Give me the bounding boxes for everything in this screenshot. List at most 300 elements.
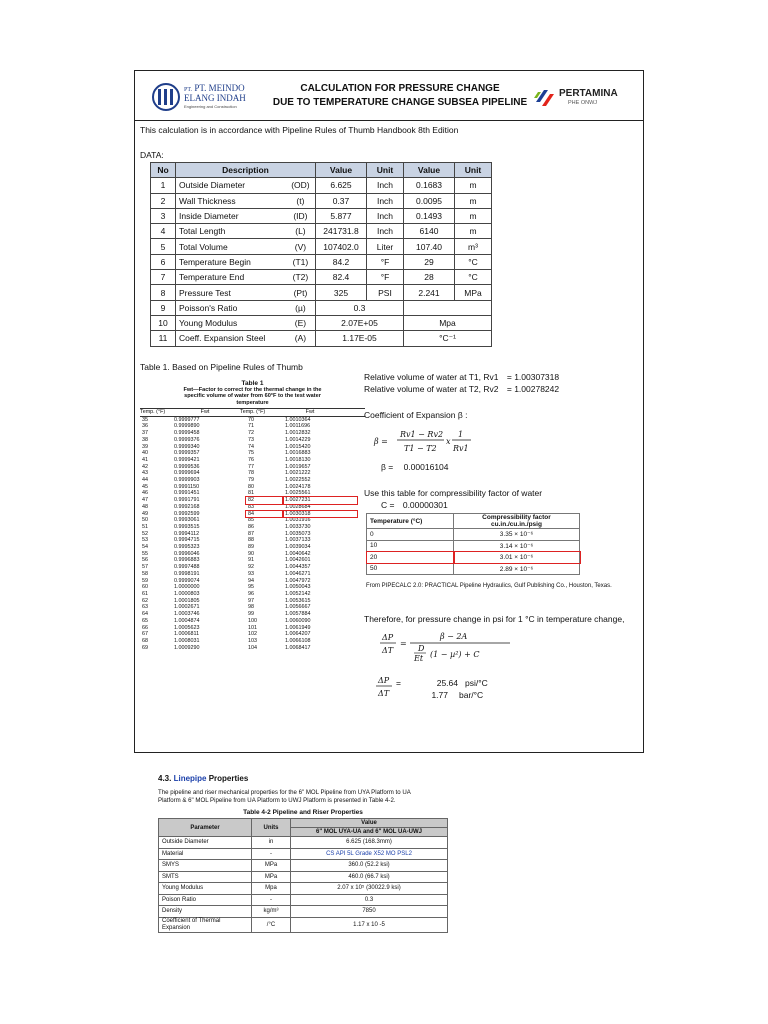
factor-row <box>140 598 357 605</box>
data-row <box>151 239 492 254</box>
data-no: 11 <box>151 331 176 346</box>
factor-temp-right: 81 <box>248 490 254 497</box>
factor-value-right: 1.0015420 <box>285 443 311 450</box>
factor-value-right: 1.0010364 <box>285 416 311 423</box>
factor-table-subtitle-3: temperature <box>236 399 269 406</box>
factor-temp-left: 41 <box>142 456 148 463</box>
svg-text:ΔT: ΔT <box>382 646 394 655</box>
client-subtitle: PHE ONWJ <box>568 100 598 106</box>
beta-result-label: β = <box>381 462 394 472</box>
factor-value-right: 1.0033730 <box>285 523 311 530</box>
factor-table-subtitle-2: specific volume of water from 60°F to the test water <box>184 393 321 400</box>
factor-row <box>140 625 357 632</box>
company-logo-icon <box>152 82 182 112</box>
factor-value-right: 1.0056667 <box>285 604 311 611</box>
prop-parameter: SMTS <box>159 871 252 883</box>
client-logo <box>534 84 634 112</box>
svg-text:Et: Et <box>414 654 424 663</box>
data-unit-1: Inch <box>367 178 404 193</box>
factor-table-title: Table 1 <box>241 380 264 387</box>
data-unit-1: PSI <box>367 285 404 300</box>
data-symbol: (t) <box>286 193 316 208</box>
compress-row <box>367 529 580 541</box>
data-unit-2: m³ <box>455 239 492 254</box>
svg-text:ΔP: ΔP <box>378 676 390 685</box>
factor-value-left: 0.9999458 <box>174 430 200 437</box>
properties-row <box>159 871 448 883</box>
c-value: 0.00000301 <box>402 500 448 510</box>
data-unit-2: MPa <box>455 285 492 300</box>
factor-value-left: 0.9991451 <box>174 490 200 497</box>
data-table-header <box>151 163 492 178</box>
data-unit-1: °F <box>367 254 404 269</box>
factor-temp-left: 68 <box>142 637 148 644</box>
factor-row <box>140 578 357 585</box>
factor-temp-left: 53 <box>142 537 148 544</box>
intro-text: This calculation is in accordance with Pipeline Rules of Thumb Handbook 8th Edition <box>140 125 459 135</box>
factor-value-right: 1.0028684 <box>285 503 311 510</box>
prop-value: 6.625 (168.3mm) <box>291 837 448 849</box>
factor-value-left: 0.9999536 <box>174 463 200 470</box>
factor-row <box>140 437 357 444</box>
col-unit-2: Unit <box>455 163 492 178</box>
svg-text:β =: β = <box>374 437 388 446</box>
factor-value-left: 0.9997488 <box>174 564 200 571</box>
data-row <box>151 315 492 330</box>
factor-value-right: 1.0021222 <box>285 470 311 477</box>
prop-parameter: Coefficient of Thermal Expansion <box>159 917 252 932</box>
factor-row <box>140 450 357 457</box>
factor-value-right: 1.0025561 <box>285 490 311 497</box>
factor-value-right: 1.0031916 <box>285 517 311 524</box>
factor-temp-left: 36 <box>142 423 148 430</box>
factor-value-right: 1.0068417 <box>285 644 311 651</box>
data-description: Outside Diameter <box>176 178 286 193</box>
data-symbol: (ID) <box>286 208 316 223</box>
factor-value-right: 1.0011696 <box>285 423 311 430</box>
factor-value-left: 0.9999340 <box>174 443 200 450</box>
prop-parameter: SMYS <box>159 860 252 872</box>
factor-value-right: 1.0018130 <box>285 456 311 463</box>
factor-value-right: 1.0016883 <box>285 450 311 457</box>
factor-row <box>140 531 357 538</box>
properties-header-row <box>159 819 448 828</box>
factor-temp-right: 79 <box>248 477 254 484</box>
factor-temp-right: 84 <box>246 511 283 518</box>
prop-units: /°C <box>252 917 291 932</box>
data-symbol: (E) <box>286 315 316 330</box>
factor-temp-right: 78 <box>248 470 254 477</box>
compressibility-table <box>366 513 580 575</box>
prop-value: 1.17 x 10 -5 <box>291 917 448 932</box>
properties-table <box>158 818 448 933</box>
data-label: DATA: <box>140 150 164 160</box>
factor-temp-right: 101 <box>248 624 257 631</box>
factor-temp-left: 65 <box>142 617 148 624</box>
rv1-value: = 1.00307318 <box>506 372 560 382</box>
factor-value-left: 1.0002671 <box>174 604 200 611</box>
compress-temp: 20 <box>367 552 454 564</box>
compress-row <box>367 552 580 564</box>
result-unit-bar: bar/°C <box>459 690 484 700</box>
factor-value-right: 1.0060090 <box>285 617 311 624</box>
factor-temp-left: 48 <box>142 503 148 510</box>
factor-value-right: 1.0035073 <box>285 530 311 537</box>
col-value-1: Value <box>316 163 367 178</box>
factor-temp-left: 51 <box>142 523 148 530</box>
data-value-1: 6.625 <box>316 178 367 193</box>
data-value-2: 29 <box>404 254 455 269</box>
factor-value-left: 0.9994112 <box>174 530 200 537</box>
svg-text:=: = <box>400 639 407 648</box>
data-unit-2: m <box>455 178 492 193</box>
data-symbol: (L) <box>286 224 316 239</box>
prop-parameter: Poison Ratio <box>159 894 252 906</box>
data-unit-1: Inch <box>367 224 404 239</box>
compress-header-row <box>367 514 580 529</box>
data-no: 5 <box>151 239 176 254</box>
factor-temp-right: 73 <box>248 436 254 443</box>
data-description: Temperature Begin <box>176 254 286 269</box>
factor-value-right: 1.0042601 <box>285 557 311 564</box>
data-value-1: 0.37 <box>316 193 367 208</box>
prop-value: 2.07 x 10⁵ (30022.9 ksi) <box>291 883 448 895</box>
result-value-psi: 25.64 <box>436 678 458 688</box>
prop-value[interactable]: CS API 5L Grade X52 MO PSL2 <box>291 848 448 860</box>
data-row <box>151 270 492 285</box>
section-heading-link[interactable]: Linepipe <box>173 774 207 783</box>
factor-temp-right: 91 <box>248 557 254 564</box>
factor-row <box>140 430 357 437</box>
prop-col-parameter: Parameter <box>159 819 252 837</box>
factor-temp-right: 89 <box>248 544 254 551</box>
properties-row <box>159 837 448 849</box>
prop-units: in <box>252 837 291 849</box>
compress-row <box>367 540 580 552</box>
factor-temp-right: 80 <box>248 483 254 490</box>
result-equals: = <box>396 678 401 688</box>
factor-value-right: 1.0044357 <box>285 564 311 571</box>
compress-intro: Use this table for compressibility factor of water <box>364 488 543 498</box>
factor-row <box>140 417 357 424</box>
factor-row <box>140 423 357 430</box>
c-result <box>381 500 448 510</box>
factor-temp-right: 75 <box>248 450 254 457</box>
data-symbol: (T2) <box>286 270 316 285</box>
factor-value-right: 1.0046271 <box>285 570 311 577</box>
data-no: 6 <box>151 254 176 269</box>
factor-temp-right: 85 <box>248 517 254 524</box>
properties-row <box>159 906 448 918</box>
factor-temp-left: 47 <box>142 497 148 504</box>
factor-temp-left: 67 <box>142 631 148 638</box>
data-unit-2: m <box>455 224 492 239</box>
factor-row <box>140 464 357 471</box>
factor-value-right: 1.0066108 <box>285 637 311 644</box>
result-unit-psi: psi/°C <box>465 678 488 688</box>
factor-temp-left: 58 <box>142 570 148 577</box>
factor-value-left: 1.0003746 <box>174 611 200 618</box>
factor-temp-right: 102 <box>248 631 257 638</box>
prop-parameter: Outside Diameter <box>159 837 252 849</box>
data-unit-1: Inch <box>367 208 404 223</box>
factor-value-left: 1.0009290 <box>174 644 200 651</box>
factor-row <box>140 511 357 518</box>
data-symbol: (OD) <box>286 178 316 193</box>
factor-value-right: 1.0014229 <box>285 436 311 443</box>
factor-temp-left: 50 <box>142 517 148 524</box>
section-number: 4.3. <box>158 774 172 783</box>
factor-value-right: 1.0050043 <box>285 584 311 591</box>
data-value-1: 107402.0 <box>316 239 367 254</box>
svg-text:(1 − µ²) + C: (1 − µ²) + C <box>430 650 480 659</box>
factor-temp-right: 100 <box>248 617 257 624</box>
factor-value-left: 0.9999074 <box>174 577 200 584</box>
data-unit-2: m <box>455 193 492 208</box>
factor-value-left: 0.9992168 <box>174 503 200 510</box>
factor-row <box>140 551 357 558</box>
factor-temp-left: 38 <box>142 436 148 443</box>
data-unit-2: m <box>455 208 492 223</box>
compress-row <box>367 563 580 575</box>
factor-value-left: 0.9996046 <box>174 550 200 557</box>
svg-text:Rv1: Rv1 <box>453 444 469 453</box>
company-name-1: PT. MEINDO <box>194 83 245 93</box>
c-label: C = <box>381 500 395 510</box>
factor-temp-left: 57 <box>142 564 148 571</box>
properties-row <box>159 883 448 895</box>
data-row <box>151 178 492 193</box>
data-description: Poisson's Ratio <box>176 300 286 315</box>
data-value-merged: 1.17E-05 <box>316 331 404 346</box>
factor-value-left: 0.9999890 <box>174 423 200 430</box>
data-value-2: 6140 <box>404 224 455 239</box>
factor-temp-right: 87 <box>248 530 254 537</box>
factor-value-left: 0.9999421 <box>174 456 200 463</box>
data-no: 2 <box>151 193 176 208</box>
relative-volume-block <box>364 371 559 395</box>
factor-value-right: 1.0039034 <box>285 544 311 551</box>
data-value-2: 0.1493 <box>404 208 455 223</box>
data-symbol: (V) <box>286 239 316 254</box>
data-no: 10 <box>151 315 176 330</box>
section-paragraph-line-2: Platform & 6" MOL Pipeline from UA Platform to UWJ Platform is presented in Table 4-2. <box>158 796 396 804</box>
data-description: Total Volume <box>176 239 286 254</box>
factor-temp-right: 104 <box>248 644 257 651</box>
data-row <box>151 208 492 223</box>
factor-temp-right: 77 <box>248 463 254 470</box>
factor-temp-right: 99 <box>248 611 254 618</box>
svg-text:β − 2A: β − 2A <box>440 632 468 641</box>
data-unit-merged: °C⁻¹ <box>404 331 492 346</box>
svg-text:Rv1 − Rv2: Rv1 − Rv2 <box>400 430 444 439</box>
data-unit-1: Inch <box>367 193 404 208</box>
factor-value-right: 1.0024178 <box>285 483 311 490</box>
svg-text:ΔP: ΔP <box>382 633 394 642</box>
factor-value-left: 1.0001805 <box>174 597 200 604</box>
properties-row <box>159 860 448 872</box>
factor-temp-right: 76 <box>248 456 254 463</box>
data-unit-merged <box>404 300 492 315</box>
factor-value-right: 1.0061949 <box>285 624 311 631</box>
factor-row <box>140 504 357 511</box>
data-unit-1: °F <box>367 270 404 285</box>
factor-value-right: 1.0057884 <box>285 611 311 618</box>
section-heading-rest: Properties <box>208 774 249 783</box>
factor-temp-left: 43 <box>142 470 148 477</box>
factor-value-left: 0.9999777 <box>174 416 200 423</box>
beta-result-value: 0.00016104 <box>403 462 449 472</box>
result-value-bar: 1.77 <box>431 690 448 700</box>
col-no: No <box>151 163 176 178</box>
factor-temp-left: 37 <box>142 430 148 437</box>
factor-temp-right: 92 <box>248 564 254 571</box>
factor-row <box>140 497 357 504</box>
compress-head-factor: Compressibility factor cu.in./cu.in./psig <box>454 514 580 529</box>
table1-caption: Table 1. Based on Pipeline Rules of Thumb <box>140 362 303 372</box>
result-delta-fraction <box>376 673 398 699</box>
data-value-2: 28 <box>404 270 455 285</box>
prop-col-value: Value <box>291 819 448 828</box>
factor-value-left: 1.0005623 <box>174 624 200 631</box>
section-paragraph <box>158 789 458 805</box>
factor-temp-left: 64 <box>142 611 148 618</box>
prop-value: 7850 <box>291 906 448 918</box>
data-unit-2: °C <box>455 254 492 269</box>
compress-factor: 3.14 × 10⁻⁶ <box>454 540 580 552</box>
data-row <box>151 300 492 315</box>
header-divider <box>134 120 644 121</box>
data-description: Temperature End <box>176 270 286 285</box>
beta-result <box>381 462 449 472</box>
factor-temp-left: 60 <box>142 584 148 591</box>
factor-temp-left: 40 <box>142 450 148 457</box>
therefore-text: Therefore, for pressure change in psi for 1 °C in temperature change, <box>364 614 625 624</box>
factor-temp-right: 95 <box>248 584 254 591</box>
factor-value-right: 1.0022552 <box>285 477 311 484</box>
company-name-2: ELANG INDAH <box>184 92 246 103</box>
data-value-merged: 2.07E+05 <box>316 315 404 330</box>
data-no: 1 <box>151 178 176 193</box>
factor-temp-right: 70 <box>248 416 254 423</box>
factor-row <box>140 571 357 578</box>
data-no: 8 <box>151 285 176 300</box>
factor-row <box>140 470 357 477</box>
data-symbol: (A) <box>286 331 316 346</box>
factor-row <box>140 638 357 645</box>
data-unit-1: Liter <box>367 239 404 254</box>
compress-source: From PIPECALC 2.0: PRACTICAL Pipeline Hydraulics, Gulf Publishing Co., Houston, Texas. <box>366 583 612 589</box>
factor-value-left: 1.0006811 <box>174 631 200 638</box>
factor-value-left: 0.9992599 <box>174 510 200 517</box>
compress-temp: 10 <box>367 540 454 552</box>
data-symbol: (µ) <box>286 300 316 315</box>
prop-value: 460.0 (66.7 ksi) <box>291 871 448 883</box>
factor-temp-left: 46 <box>142 490 148 497</box>
factor-value-left: 0.9999694 <box>174 470 200 477</box>
svg-text:D: D <box>418 644 425 653</box>
data-row <box>151 193 492 208</box>
factor-value-right: 1.0040642 <box>285 550 311 557</box>
factor-row <box>140 591 357 598</box>
compress-temp: 0 <box>367 529 454 541</box>
title-line-1: CALCULATION FOR PRESSURE CHANGE <box>300 83 500 94</box>
factor-row <box>140 524 357 531</box>
compress-factor: 3.01 × 10⁻⁶ <box>454 552 580 564</box>
factor-col-temp-1: Temp. (°F) <box>140 409 166 416</box>
factor-temp-left: 39 <box>142 443 148 450</box>
document-title <box>250 82 550 110</box>
svg-text:1: 1 <box>458 430 464 439</box>
factor-temp-right: 93 <box>248 570 254 577</box>
section-heading <box>158 774 248 783</box>
svg-text:T1 − T2: T1 − T2 <box>404 444 437 453</box>
data-description: Inside Diameter <box>176 208 286 223</box>
factor-row <box>140 564 357 571</box>
factor-temp-right: 94 <box>248 577 254 584</box>
factor-col-f-2: Fwt <box>305 409 315 416</box>
factor-value-left: 0.9991791 <box>174 497 200 504</box>
factor-value-left: 0.9994715 <box>174 537 200 544</box>
factor-value-left: 1.0000000 <box>174 584 200 591</box>
pertamina-logo-icon <box>534 86 556 108</box>
factor-value-left: 1.0000803 <box>174 591 200 597</box>
svg-text:x: x <box>446 437 451 446</box>
factor-temp-left: 42 <box>142 463 148 470</box>
prop-units: MPa <box>252 871 291 883</box>
properties-table-title: Table 4-2 Pipeline and Riser Properties <box>243 809 363 816</box>
factor-value-right: 1.0047972 <box>285 577 311 584</box>
factor-row <box>140 557 357 564</box>
factor-row <box>140 517 357 524</box>
factor-temp-left: 52 <box>142 530 148 537</box>
coef-label: Coefficient of Expansion β : <box>364 410 468 420</box>
factor-temp-left: 56 <box>142 557 148 564</box>
data-value-2: 0.0095 <box>404 193 455 208</box>
factor-temp-right: 86 <box>248 523 254 530</box>
data-row <box>151 331 492 346</box>
data-row <box>151 224 492 239</box>
factor-value-left: 0.9999376 <box>174 436 200 443</box>
col-description: Description <box>176 163 316 178</box>
data-description: Coeff. Expansion Steel <box>176 331 286 346</box>
factor-temp-left: 69 <box>142 644 148 651</box>
prop-value: 360.0 (52.2 ksi) <box>291 860 448 872</box>
prop-units: kg/m³ <box>252 906 291 918</box>
compress-factor: 3.35 × 10⁻⁶ <box>454 529 580 541</box>
svg-text:ΔT: ΔT <box>378 689 390 698</box>
company-logo: PT. PT. MEINDO ELANG INDAH Engineering and Construction <box>152 82 247 114</box>
data-no: 4 <box>151 224 176 239</box>
factor-temp-right: 98 <box>248 604 254 611</box>
data-value-1: 5.877 <box>316 208 367 223</box>
prop-parameter: Density <box>159 906 252 918</box>
factor-table-block <box>140 380 365 651</box>
data-description: Young Modulus <box>176 315 286 330</box>
factor-temp-right: 82 <box>246 497 283 504</box>
factor-temp-left: 66 <box>142 624 148 631</box>
data-description: Total Length <box>176 224 286 239</box>
data-value-1: 241731.8 <box>316 224 367 239</box>
prop-units: Mpa <box>252 883 291 895</box>
factor-temp-right: 74 <box>248 443 254 450</box>
factor-value-right: 1.0053615 <box>285 597 311 604</box>
col-unit-1: Unit <box>367 163 404 178</box>
data-value-1: 325 <box>316 285 367 300</box>
factor-temp-right: 90 <box>248 550 254 557</box>
data-row <box>151 254 492 269</box>
data-no: 7 <box>151 270 176 285</box>
